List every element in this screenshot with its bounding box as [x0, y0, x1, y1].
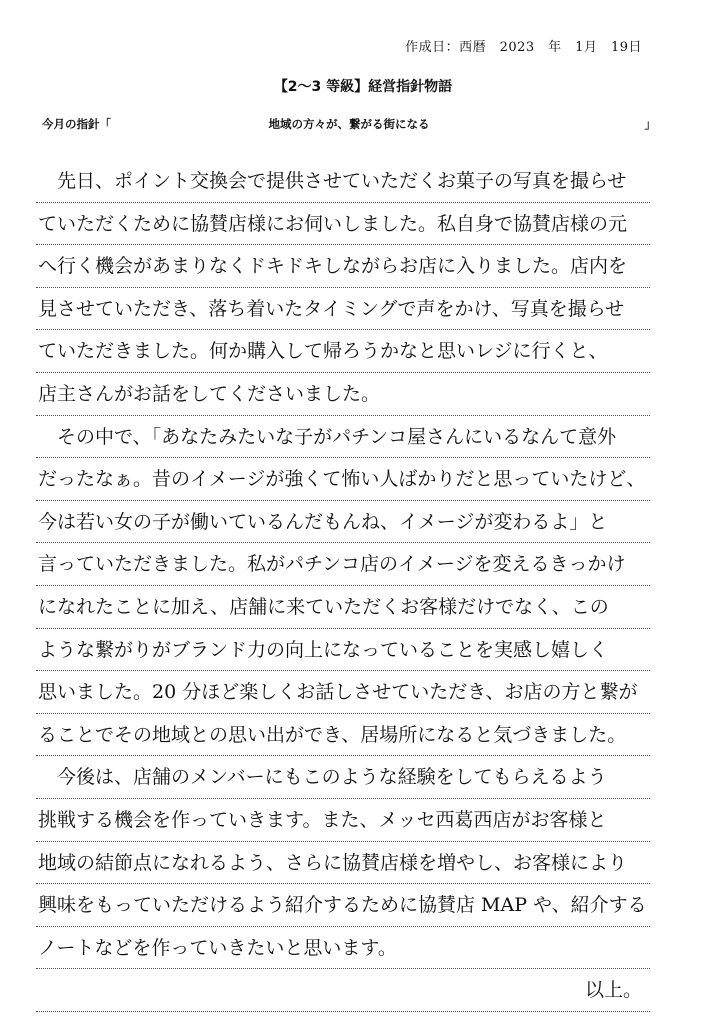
- body-line: だったなぁ。昔のイメージが強くて怖い人ばかりだと思っていたけど、: [36, 458, 650, 501]
- body-line: 言っていただきました。私がパチンコ店のイメージを変えるきっかけ: [36, 543, 650, 586]
- body-line: ていただきました。何か購入して帰ろうかなと思いレジに行くと、: [36, 330, 650, 373]
- body-line: 挑戦する機会を作っていきます。また、メッセ西葛西店がお客様と: [36, 799, 650, 842]
- body-line: 地域の結節点になれるよう、さらに協賛店様を増やし、お客様により: [36, 842, 650, 885]
- body-line: 見させていただき、落ち着いたタイミングで声をかけ、写真を撮らせ: [36, 288, 650, 331]
- body-line: ノートなどを作っていきたいと思います。: [36, 927, 650, 970]
- monthly-guideline: [42, 116, 656, 136]
- body-line: ることでその地域との思い出ができ、居場所になると気づきました。: [36, 714, 650, 757]
- body-line: へ行く機会があまりなくドキドキしながらお店に入りました。店内を: [36, 245, 650, 288]
- body-line: になれたことに加え、店舗に来ていただくお客様だけでなく、この: [36, 586, 650, 629]
- body-line: その中で、「あなたみたいな子がパチンコ屋さんにいるなんて意外: [36, 416, 650, 459]
- body-line: 店主さんがお話をしてくださいました。: [36, 373, 650, 416]
- guideline-text: 地域の方々が、繋がる街になる: [268, 117, 430, 131]
- created-date: 作成日：西暦 2023 年 1月 19日: [405, 40, 642, 55]
- essay-body: [36, 160, 650, 1012]
- body-line: 今後は、店舗のメンバーにもこのような経験をしてもらえるよう: [36, 756, 650, 799]
- body-line: 先日、ポイント交換会で提供させていただくお菓子の写真を撮らせ: [36, 160, 650, 203]
- body-line: 今は若い女の子が働いているんだもんね、イメージが変わるよ」と: [36, 501, 650, 544]
- body-line: ていただくために協賛店様にお伺いしました。私自身で協賛店様の元: [36, 203, 650, 246]
- document-title: 【2〜3 等級】経営指針物語: [273, 79, 453, 95]
- body-line: 思いました。20 分ほど楽しくお話しさせていただき、お店の方と繋が: [36, 671, 650, 714]
- guideline-label: 今月の指針「: [42, 117, 111, 131]
- body-line: ような繋がりがブランド力の向上になっていることを実感し嬉しく: [36, 629, 650, 672]
- guideline-close-bracket: 」: [644, 117, 656, 131]
- closing-line: 以上。: [36, 969, 650, 1012]
- body-line: 興味をもっていただけるよう紹介するために協賛店 MAP や、紹介する: [36, 884, 650, 927]
